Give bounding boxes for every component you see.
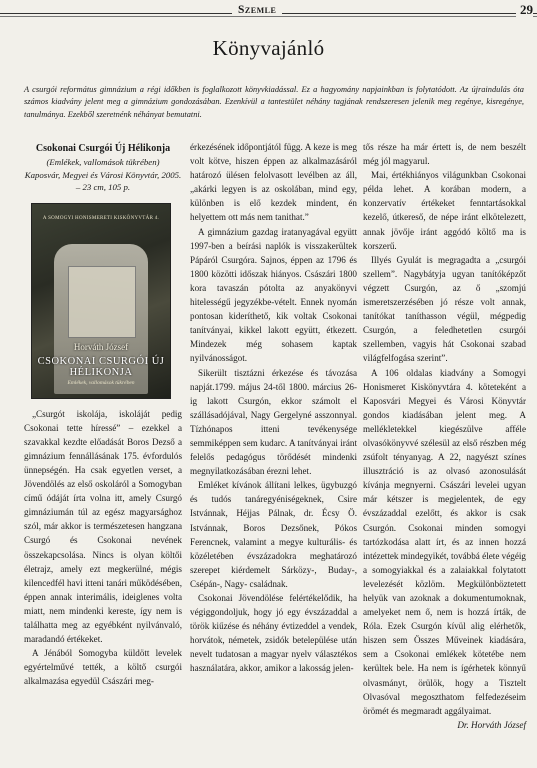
paragraph: Sikerült tisztázni érkezése és távozása napját.1799. május 24-től 1800. március 26-ig lakott Csurgón, ekkor számolt el szállásadójával, Nagy Gergelyné asszonnyal. Tízhónapos itteni tevékenysége semmiképpen sem kudarc. A tanítványai iránt felelős pedagógus törődését mindenki megnyilatkozásában érezni lehet.: [190, 367, 357, 477]
paragraph: Illyés Gyulát is megragadta a „csurgói szellem”. Nagybátyja ugyan tanítóképzőt végzett Csurgón, az ő „szomjú ismeretszerzésében jó része volt annak, tanítókat taníthasson végül, mégpedig Csurgón, a feledhetetlen csurgói szellemben, vagyis hát Csokonai szabad világfelfogása szerint”.: [363, 254, 526, 364]
section-title: Szemle: [232, 4, 282, 16]
column-3: [363, 140, 526, 732]
column-2: [190, 140, 357, 676]
book-subtitle: (Emlékek, vallomások tükrében): [46, 157, 160, 168]
article-intro: A csurgói református gimnázium a régi időkben is foglalkozott könyvkiadással. Ez a hagyomány napjainkban is folytatódott. Az újraindulás óta számos kiadvány jelent meg a gimnázium gondozásában. Ezenkívül a tantestület néhány tagjának rendszeresen jelenik meg regénye, kisregénye, tanulmánya. Ezekből szeretnénk néhányat bemutatni.: [24, 85, 524, 119]
cover-title: CSOKONAI CSURGÓI ÚJ HÉLIKONJA: [37, 355, 165, 378]
header-rule-secondary: [0, 16, 537, 17]
paragraph: A 106 oldalas kiadvány a Somogyi Honismeret Kiskönyvtára 4. köteteként a Kaposvári Megyei és Városi Könyvtár gondos kiadásában jelent meg. A mellékletekkel kiegészülve afféle olvasókönyvvé szélesül az első részben még zsúfolt tényanyag. A 22, nagyészt színes illusztráció is az olvasó azonosulását kívánja megnyerni. Császári levelei ugyan már kétszer is megjelentek, de egy évszázaddal ezelőtt, és akkor is csak Csurgón. Csokonai minden somogyi tartózkodása alatt írt, és az innen hozzá intézettek mindegyikét, továbbá élete végéig a somogyiakkal és a zalaiakkal folytatott levelezését közlöm. Megkülönböztetett helyük van azoknak a dokumentumoknak, amelyeket nem ő, nem is hozzá írták, de Róla. Ezek Csurgón kívül alig elérhetők, hiszen sem Összes Műveinek kiadására, sem a Csokonai emlékek kötetébe nem kerültek bele. Ha nem is ígérhetek könnyű olvasmányt, örülök, hogy a Tisztelt Olvasóval megoszthatom felfedezéseim örömét és megmaradt aggályaimat.: [363, 367, 526, 716]
paragraph: tős része ha már értett is, de nem beszélt még jól magyarul.: [363, 142, 526, 167]
cover-series: A SOMOGYI HONISMERETI KISKÖNYVTÁR 4.: [42, 215, 160, 221]
page-number: 29: [516, 2, 533, 18]
article-title: Könyvajánló: [212, 36, 325, 60]
cover-subtitle: Emlékek, vallomások tükrében: [67, 379, 135, 386]
column-1: [24, 140, 182, 688]
paragraph: A Jénából Somogyba küldött levelek egyértelművé tették, a költő csurgói alkalmazása egyedül Császári meg-: [24, 648, 182, 687]
paragraph: érkezésének időpontjától függ. A keze is meg volt kötve, hiszen éppen az alkalmazásáról határozó ülésen felolvasott levélben az áll, „akárki legyen is az oskolában, mind egy, különben is elő kezdek mindent, én helyettem ott más nem tanithat.”: [190, 142, 357, 223]
book-title: Csokonai Csurgói Új Hélikonja: [35, 143, 171, 154]
paragraph: Csokonai Jövendölése felértékelődik, ha végiggondoljuk, hogy jó egy évszázaddal a török kiűzése és néhány évtizeddel a vendek, horvátok, németek, zsidók betelepülése után nevelt tudatosan a magyar nyelv választékos használatára, akkor, amikor a lakosság jelen-: [190, 593, 357, 674]
paragraph: Emléket kívánok állítani lelkes, ügybuzgó és tudós tanáregyéniségeknek, Csire Istvánnak, Héjjas Pálnak, dr. Écsy Ö. Istvánnak, Boros Dezsőnek, Pókos Ferencnek, valamint a megye kulturális- és közéletében évszázadokra meghatározó szerepet kiérdemelt Sárközy-, Buday-, Csépán-, Nagy- családnak.: [190, 480, 357, 589]
paragraph: A gimnázium gazdag iratanyagával együtt 1997-ben a beírási naplók is visszakerültek Pápáról Csurgóra. Sajnos, éppen az 1796 és 1800 közötti időszak hiányos. Császári 1800 kora tavaszán pótolta az anyakönyvi hitelességű jegyzékbe-vételt. Ennek nyomán pontosan kideríthető, kik voltak Csokonai tanítványai, kikkel lakott együtt, étkezett. Mindezek még sohasem kaptak nyilvánosságot.: [190, 226, 357, 364]
author-signature: Dr. Horváth József: [457, 719, 526, 730]
book-publisher: Kaposvár, Megyei és Városi Könyvtár, 2005. – 23 cm, 105 p.: [24, 169, 182, 193]
book-cover-image: [31, 203, 171, 399]
cover-plaque: [68, 266, 136, 338]
paragraph: Mai, értékhiányos világunkban Csokonai példa lehet. A korában modern, a konzervatív értékeket fenntartásokkal kezelő, útkereső, de népe iránt elkötelezett, annak jövője iránt aggódó költő ma is korszerű.: [363, 170, 526, 251]
cover-author: Horváth József: [73, 341, 129, 352]
paragraph: „Csurgót iskolája, iskoláját pedig Csokonai tette híressé” – ezekkel a szavakkal kezdte előadását Boros Dezső a gimnázium fennállásának 175. évfordulós ünnepségén. Ha csak egyetlen verset, a Jövendölés az első oskoláról a Somogyban című ódáját írta volna itt, amely Csurgó gimnáziumán túl az egész magyarsághoz szól, már akkor is természetesen hangzana Csurgó és Csokonai nevének összekapcsolása. Nincs is olyan költői életrajz, amely ezt megkerülné, mégis kilencedfél havi itteni tanári működésében, éppen annak interimális, ideiglenes volta miatt, nem mindenki kereste, így nem is találhatta meg az egyébként nyilvánvaló, maradandó értékeket.: [24, 408, 182, 645]
